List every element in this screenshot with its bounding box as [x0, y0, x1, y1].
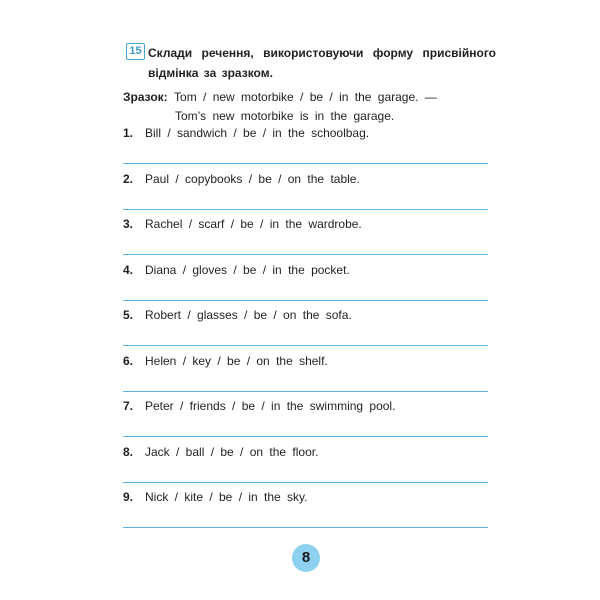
exercise-item	[123, 171, 360, 187]
answer-line[interactable]	[123, 163, 488, 164]
example-block	[123, 88, 437, 126]
answer-line[interactable]	[123, 391, 488, 392]
item-prompt: Robert / glasses / be / on the sofa.	[145, 308, 352, 322]
task-number-badge: 15	[126, 43, 145, 60]
item-number: 1.	[123, 126, 134, 140]
item-number: 7.	[123, 399, 134, 413]
exercise-item	[123, 398, 395, 414]
item-prompt: Peter / friends / be / in the swimming pool.	[145, 399, 396, 413]
example-label: Зразок:	[123, 90, 168, 104]
item-prompt: Jack / ball / be / on the floor.	[145, 445, 319, 459]
answer-line[interactable]	[123, 345, 488, 346]
item-prompt: Helen / key / be / on the shelf.	[145, 354, 328, 368]
item-number: 4.	[123, 263, 134, 277]
answer-line[interactable]	[123, 482, 488, 483]
exercise-item	[123, 216, 362, 232]
item-prompt: Diana / gloves / be / in the pocket.	[145, 263, 350, 277]
example-line-1	[123, 88, 437, 107]
exercise-item	[123, 262, 350, 278]
page-number-badge: 8	[292, 544, 320, 572]
answer-line[interactable]	[123, 436, 488, 437]
exercise-item	[123, 125, 369, 141]
item-prompt: Rachel / scarf / be / in the wardrobe.	[145, 217, 362, 231]
answer-line[interactable]	[123, 254, 488, 255]
answer-line[interactable]	[123, 209, 488, 210]
exercise-item	[123, 307, 352, 323]
task-instruction: Склади речення, використовуючи форму присвійного відмінка за зразком.	[148, 46, 496, 80]
item-prompt: Nick / kite / be / in the sky.	[145, 490, 308, 504]
item-number: 6.	[123, 354, 134, 368]
exercise-item	[123, 489, 308, 505]
item-number: 8.	[123, 445, 134, 459]
item-number: 2.	[123, 172, 134, 186]
example-line-2	[123, 107, 437, 126]
example-prompt: Tom / new motorbike / be / in the garage. —	[174, 90, 437, 104]
answer-line[interactable]	[123, 527, 488, 528]
answer-line[interactable]	[123, 300, 488, 301]
item-number: 5.	[123, 308, 134, 322]
exercise-item	[123, 353, 328, 369]
item-prompt: Bill / sandwich / be / in the schoolbag.	[145, 126, 370, 140]
item-number: 3.	[123, 217, 134, 231]
exercise-item	[123, 444, 318, 460]
item-number: 9.	[123, 490, 134, 504]
example-answer: Tom’s new motorbike is in the garage.	[175, 109, 395, 123]
item-prompt: Paul / copybooks / be / on the table.	[145, 172, 360, 186]
